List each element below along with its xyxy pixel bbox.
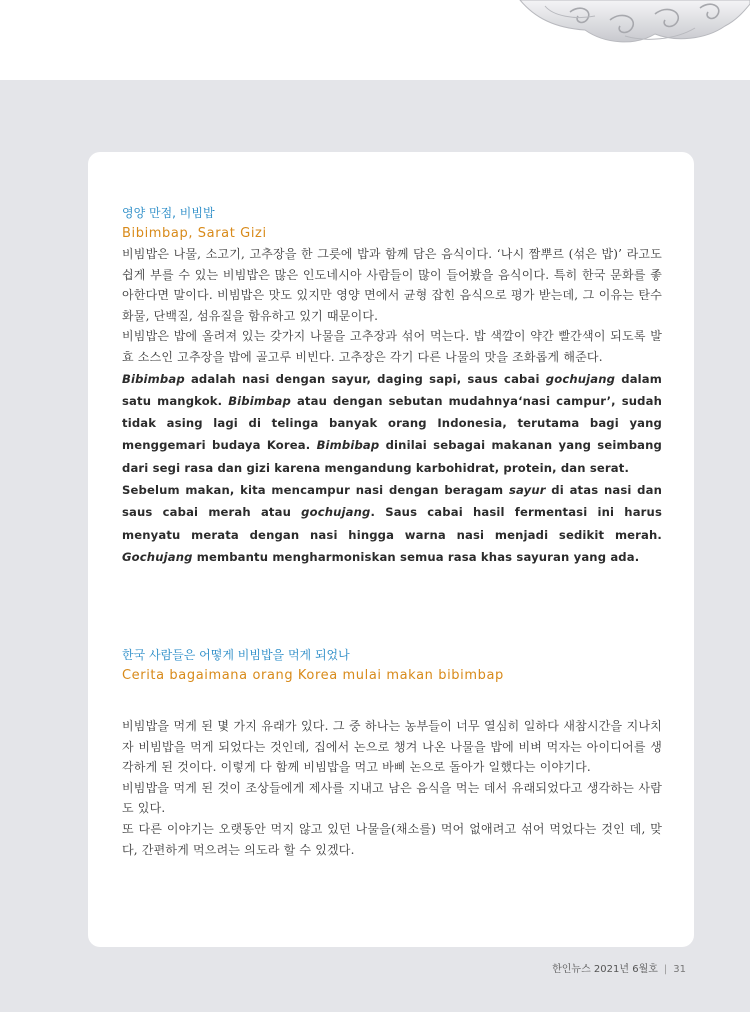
spacer [122,686,662,716]
text-run: membantu mengharmoniskan semua rasa khas sayuran yang ada. [192,549,640,564]
italic-term: Bibimbap [122,371,185,386]
indonesian-paragraph [122,368,662,479]
indonesian-section-title: Cerita bagaimana orang Korea mulai makan bibimbap [122,668,504,683]
text-run: atau dengan sebutan mudahnya‘nasi campur’, sudah tidak asing lagi di telinga banyak orang Indonesia, terutama bagi yang menggemari budaya Korea. [122,393,662,453]
cloud-ornament-icon [515,0,750,50]
italic-term: gochujang [545,371,616,386]
korean-section-title: 한국 사람들은 어떻게 비빔밥을 먹게 되었나 [122,648,350,662]
korean-paragraph: 비빔밥은 밥에 올려져 있는 갖가지 나물을 고추장과 섞어 먹는다. 밥 색깔이 약간 빨간색이 되도록 발효 소스인 고추장을 밥에 골고루 비빈다. 고추장은 각기 다른 나물의 맛을 조화롭게 해준다. [122,329,662,364]
korean-paragraph: 비빔밥을 먹게 된 몇 가지 유래가 있다. 그 중 하나는 농부들이 너무 열심히 일하다 새참시간을 지나치자 비빔밥을 먹게 되었다는 것인데, 집에서 논으로 챙겨 나온 나물을 밥에 비벼 먹자는 아이디어를 생각하게 된 것이다. 이렇게 다 함께 비빔밥을 먹고 바삐 논으로 돌아가 일했다는 이야기다. [122,719,662,775]
korean-paragraph: 비빔밥을 먹게 된 것이 조상들에게 제사를 지내고 남은 음식을 먹는 데서 유래되었다고 생각하는 사람도 있다. [122,780,662,816]
footer-separator: | [663,964,668,975]
italic-term: Bibimbap [228,393,291,408]
italic-term: sayur [508,483,546,498]
text-run: . Saus cabai hasil fermentasi ini harus menyatu merata dengan nasi hingga warna nasi menjadi sedikit merah. [122,505,662,542]
page-footer [552,960,686,975]
top-band [0,0,750,80]
indonesian-paragraph [122,479,662,568]
section-origin [122,646,662,860]
italic-term: gochujang [301,505,371,520]
text-run: di atas nasi dan saus cabai merah atau [122,483,663,520]
text-run: Sebelum makan, kita mencampur nasi dengan beragam [122,483,509,498]
italic-term: Bimbibap [316,438,380,453]
indonesian-section-title: Bibimbap, Sarat Gizi [122,226,267,241]
page-number: 31 [673,964,686,975]
text-run: adalah nasi dengan sayur, daging sapi, saus cabai [184,371,546,386]
korean-paragraph: 또 다른 이야기는 오랫동안 먹지 않고 있던 나물을(채소를) 먹어 없애려고 섞어 먹었다는 것인 데, 맞다, 간편하게 먹으려는 의도라 할 수 있겠다. [122,821,662,857]
section-nutrition [122,204,662,568]
text-run: dalam satu mangkok. [122,371,663,408]
publication-name: 한인뉴스 2021년 6월호 [552,964,658,975]
italic-term: Gochujang [122,549,193,564]
text-run: dinilai sebagai makanan yang seimbang dari segi rasa dan gizi karena mengandung karbohidrat, protein, dan serat. [122,438,662,475]
korean-paragraph: 비빔밥은 나물, 소고기, 고추장을 한 그릇에 밥과 함께 담은 음식이다. ‘나시 짬뿌르 (섞은 밥)’ 라고도 쉽게 부를 수 있는 비빔밥은 많은 인도네시아 사람들이 많이 들어봤을 음식이다. 특히 한국 문화를 좋아한다면 말이다. 비빔밥은 맛도 있지만 영양 면에서 균형 잡힌 음식으로 평가 받는데, 그 이유는 탄수화물, 단백질, 섬유질을 함유하고 있기 때문이다. [122,247,662,323]
article-card [88,152,694,947]
korean-section-title: 영양 만점, 비빔밥 [122,206,215,220]
